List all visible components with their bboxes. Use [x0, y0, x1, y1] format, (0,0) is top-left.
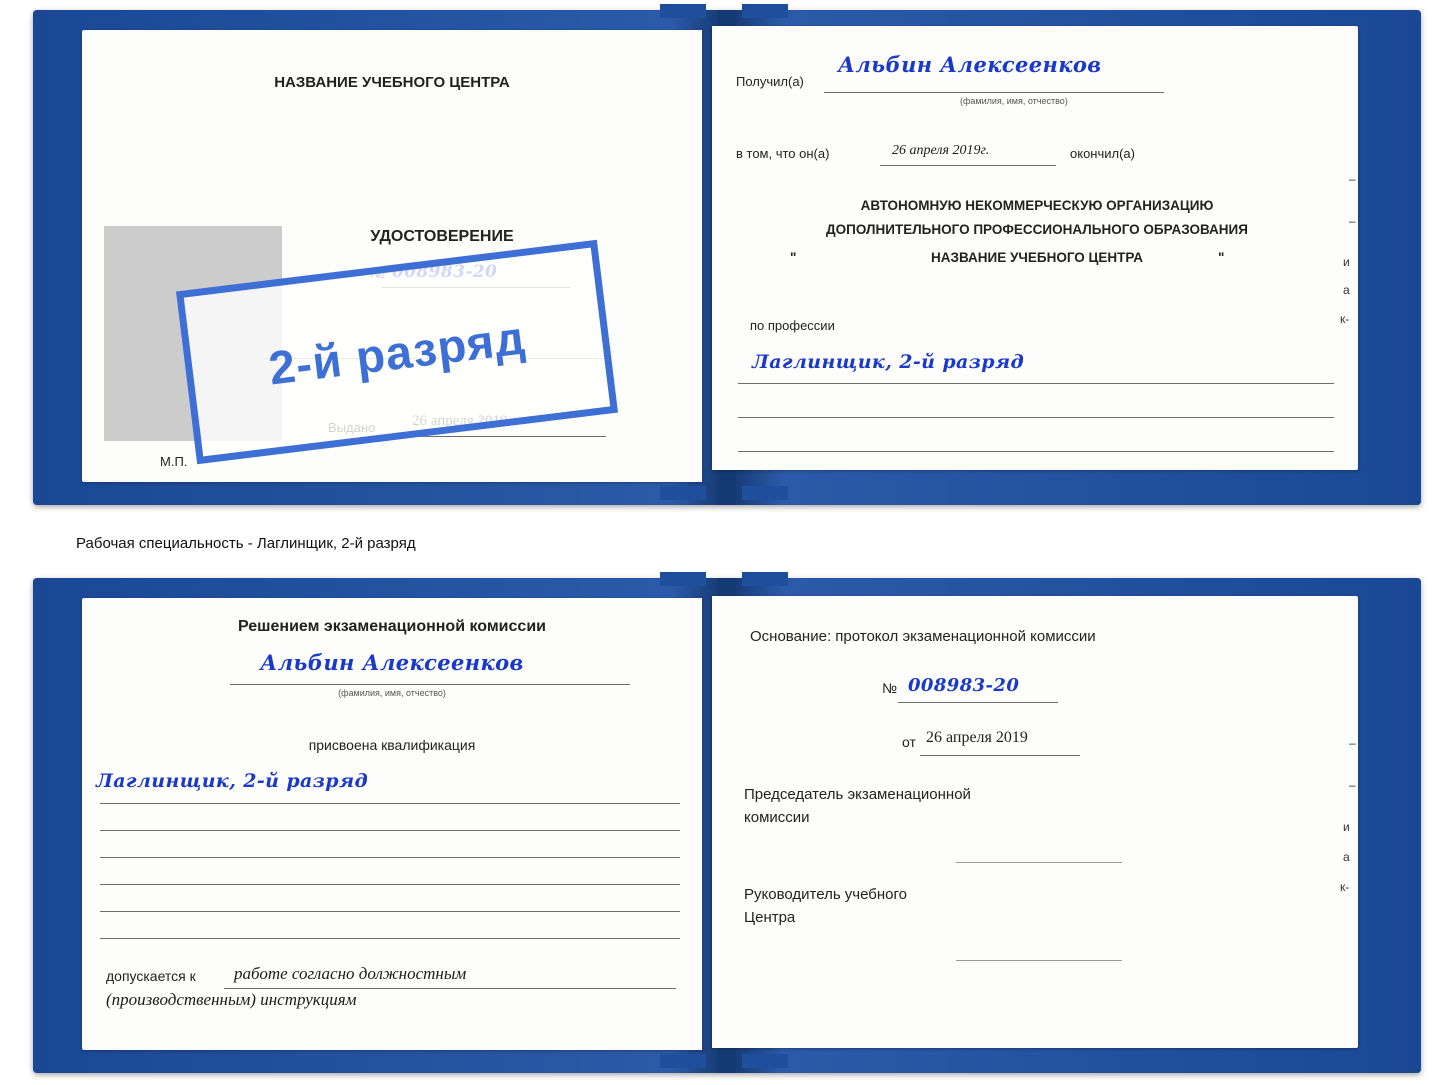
bottom-left-rule-3 — [100, 857, 680, 858]
top-right-finished-label: окончил(а) — [1070, 146, 1135, 161]
top-right-profession-rule-3 — [738, 451, 1334, 452]
top-left-issued-rule — [402, 436, 606, 437]
bottom-left-rule-5 — [100, 911, 680, 912]
top-right-profession-label: по профессии — [750, 318, 835, 333]
edge-fragment-bottom-3: и — [1343, 820, 1350, 834]
certificate-top-right-page — [712, 26, 1358, 470]
bottom-right-head-line2: Центра — [744, 909, 796, 926]
top-right-date-rule — [880, 165, 1056, 166]
bottom-left-name-hint: (фамилия, имя, отчество) — [338, 688, 446, 698]
bottom-right-chairman-line1: Председатель экзаменационной — [744, 786, 971, 803]
bottom-right-head-line1: Руководитель учебного — [744, 886, 907, 903]
top-right-profession-rule-1 — [738, 383, 1334, 384]
edge-fragment-top-1: – — [1349, 172, 1356, 186]
bottom-right-basis-label: Основание: протокол экзаменационной комиссии — [750, 628, 1096, 645]
bottom-left-rule-2 — [100, 830, 680, 831]
top-right-that-he-date: 26 апреля 2019г. — [892, 143, 990, 158]
bottom-right-number-value: 008983-20 — [908, 675, 1020, 696]
top-right-org-quote-close: " — [1218, 250, 1225, 265]
top-right-that-he-label: в том, что он(а) — [736, 146, 830, 161]
edge-fragment-top-3: и — [1343, 255, 1350, 269]
bottom-right-chairman-line2: комиссии — [744, 809, 810, 826]
top-right-profession-value: Лаглинщик, 2-й разряд — [752, 351, 1025, 373]
top-right-received-rule — [824, 92, 1164, 93]
top-right-org-quote-open: " — [790, 250, 797, 265]
bottom-left-admitted-value-line1: работе согласно должностным — [234, 964, 467, 983]
edge-fragment-bottom-5: к- — [1340, 880, 1350, 894]
top-right-received-value: Альбин Алексеенков — [838, 52, 1102, 77]
bottom-left-admitted-rule — [224, 988, 676, 989]
edge-fragment-top-2: – — [1349, 214, 1356, 228]
cover-tab-bottom-book-top-left — [660, 572, 706, 586]
bottom-left-decision-title: Решением экзаменационной комиссии — [238, 618, 546, 635]
bottom-right-date-label: от — [902, 734, 916, 750]
top-right-name-hint: (фамилия, имя, отчество) — [960, 96, 1068, 106]
bottom-left-assigned-label: присвоена квалификация — [308, 737, 476, 753]
bottom-right-number-rule — [898, 702, 1058, 703]
top-right-org-name: НАЗВАНИЕ УЧЕБНОГО ЦЕНТРА — [931, 250, 1143, 265]
edge-fragment-bottom-4: а — [1343, 850, 1350, 864]
bottom-left-rule-1 — [100, 803, 680, 804]
bottom-left-qualification-value: Лаглинщик, 2-й разряд — [96, 770, 369, 792]
watermark-text: 2-й разряд — [265, 309, 529, 395]
top-right-org-line2: ДОПОЛНИТЕЛЬНОГО ПРОФЕССИОНАЛЬНОГО ОБРАЗОВАНИЯ — [826, 222, 1248, 237]
cover-tab-bottom-book-top-right — [742, 572, 788, 586]
bottom-left-name-value: Альбин Алексеенков — [260, 650, 524, 675]
certificate-bottom-left-page — [82, 598, 702, 1050]
bottom-left-admitted-value-line2: (производственным) инструкциям — [106, 990, 357, 1009]
top-right-profession-rule-2 — [738, 417, 1334, 418]
caption-text: Рабочая специальность - Лаглинщик, 2-й разряд — [76, 535, 416, 552]
cover-tab-bottom-right — [742, 486, 788, 500]
edge-fragment-top-4: а — [1343, 283, 1350, 297]
bottom-right-date-value: 26 апреля 2019 — [926, 729, 1028, 746]
certificate-bottom-right-page — [712, 596, 1358, 1048]
bottom-left-rule-4 — [100, 884, 680, 885]
bottom-left-rule-6 — [100, 938, 680, 939]
cover-tab-bottom-left — [660, 486, 706, 500]
edge-fragment-top-5: к- — [1340, 312, 1350, 326]
top-left-center-title: НАЗВАНИЕ УЧЕБНОГО ЦЕНТРА — [274, 74, 510, 91]
top-left-seal-label: М.П. — [160, 454, 188, 469]
top-right-org-line1: АВТОНОМНУЮ НЕКОММЕРЧЕСКУЮ ОРГАНИЗАЦИЮ — [860, 198, 1214, 213]
top-right-received-label: Получил(а) — [736, 74, 804, 89]
bottom-right-chairman-signature-rule — [956, 862, 1122, 863]
edge-fragment-bottom-1: – — [1349, 736, 1356, 750]
bottom-right-head-signature-rule — [956, 960, 1122, 961]
bottom-right-number-symbol: № — [882, 680, 898, 696]
top-left-doc-title: УДОСТОВЕРЕНИЕ — [370, 228, 514, 245]
cover-tab-top-left — [660, 4, 706, 18]
bottom-left-name-rule — [230, 684, 630, 685]
cover-tab-bottom-book-bottom-left — [660, 1054, 706, 1068]
bottom-right-date-rule — [920, 755, 1080, 756]
cover-tab-bottom-book-bottom-right — [742, 1054, 788, 1068]
edge-fragment-bottom-2: – — [1349, 778, 1356, 792]
bottom-left-admitted-label: допускается к — [106, 968, 196, 984]
cover-tab-top-right — [742, 4, 788, 18]
